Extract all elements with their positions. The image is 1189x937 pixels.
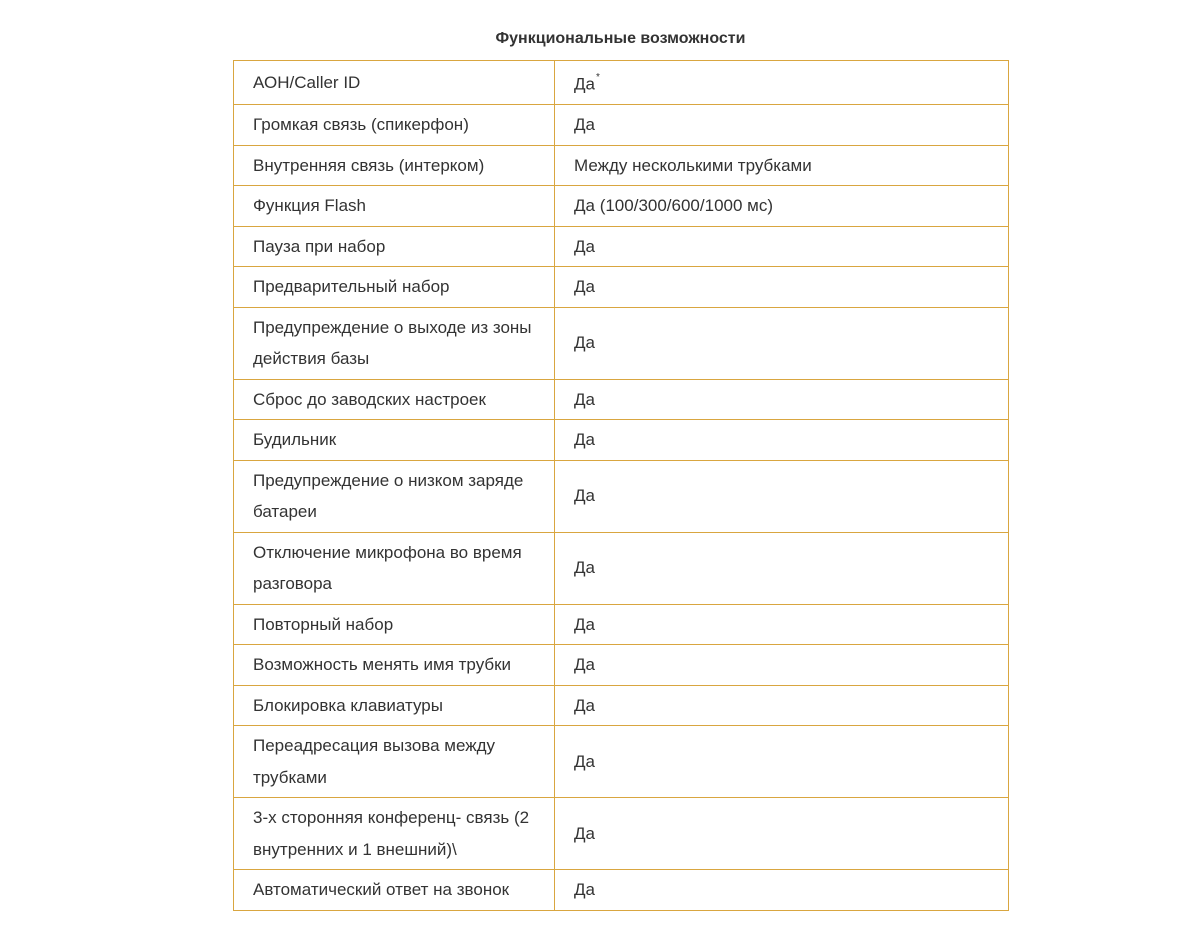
table-row: [234, 726, 1009, 798]
feature-cell: Предупреждение о низком заряде батареи: [234, 460, 555, 532]
value-cell: Да: [555, 798, 1009, 870]
table-title: Функциональные возможности: [495, 30, 746, 47]
table-row: [234, 186, 1009, 227]
value-cell: Да: [555, 226, 1009, 267]
value-cell: Да: [555, 870, 1009, 911]
value-cell: Да: [555, 685, 1009, 726]
table-row: [234, 61, 1009, 105]
feature-cell: АОН/Caller ID: [234, 61, 555, 105]
value-cell: [555, 61, 1009, 105]
table-row: [234, 145, 1009, 186]
feature-cell: Пауза при набор: [234, 226, 555, 267]
feature-cell: Внутренняя связь (интерком): [234, 145, 555, 186]
footnote-mark: *: [595, 72, 600, 83]
value-cell: Да: [555, 105, 1009, 146]
table-row: [234, 420, 1009, 461]
value-cell: Да: [555, 726, 1009, 798]
table-row: [234, 307, 1009, 379]
value-cell: Да: [555, 420, 1009, 461]
feature-cell: Предварительный набор: [234, 267, 555, 308]
table-row: [234, 685, 1009, 726]
feature-cell: Будильник: [234, 420, 555, 461]
feature-cell: Функция Flash: [234, 186, 555, 227]
feature-cell: Предупреждение о выходе из зоны действия базы: [234, 307, 555, 379]
feature-cell: Блокировка клавиатуры: [234, 685, 555, 726]
table-row: [234, 226, 1009, 267]
table-row: [234, 645, 1009, 686]
table-row: [234, 870, 1009, 911]
table-row: [234, 798, 1009, 870]
value-cell: Да: [555, 307, 1009, 379]
value-text: Да: [574, 74, 595, 94]
value-cell: Да: [555, 379, 1009, 420]
feature-cell: Сброс до заводских настроек: [234, 379, 555, 420]
feature-cell: Переадресация вызова между трубками: [234, 726, 555, 798]
value-cell: Да (100/300/600/1000 мс): [555, 186, 1009, 227]
value-cell: Между несколькими трубками: [555, 145, 1009, 186]
table-row: [234, 604, 1009, 645]
feature-cell: Отключение микрофона во время разговора: [234, 532, 555, 604]
table-row: [234, 105, 1009, 146]
table-row: [234, 267, 1009, 308]
value-cell: Да: [555, 267, 1009, 308]
value-cell: Да: [555, 532, 1009, 604]
feature-cell: Повторный набор: [234, 604, 555, 645]
feature-cell: Автоматический ответ на звонок: [234, 870, 555, 911]
feature-cell: Громкая связь (спикерфон): [234, 105, 555, 146]
table-row: [234, 460, 1009, 532]
features-table: [233, 60, 1009, 911]
feature-cell: Возможность менять имя трубки: [234, 645, 555, 686]
feature-cell: 3-х сторонняя конференц- связь (2 внутренних и 1 внешний)\: [234, 798, 555, 870]
value-cell: Да: [555, 645, 1009, 686]
value-cell: Да: [555, 604, 1009, 645]
table-row: [234, 379, 1009, 420]
table-row: [234, 532, 1009, 604]
value-cell: Да: [555, 460, 1009, 532]
